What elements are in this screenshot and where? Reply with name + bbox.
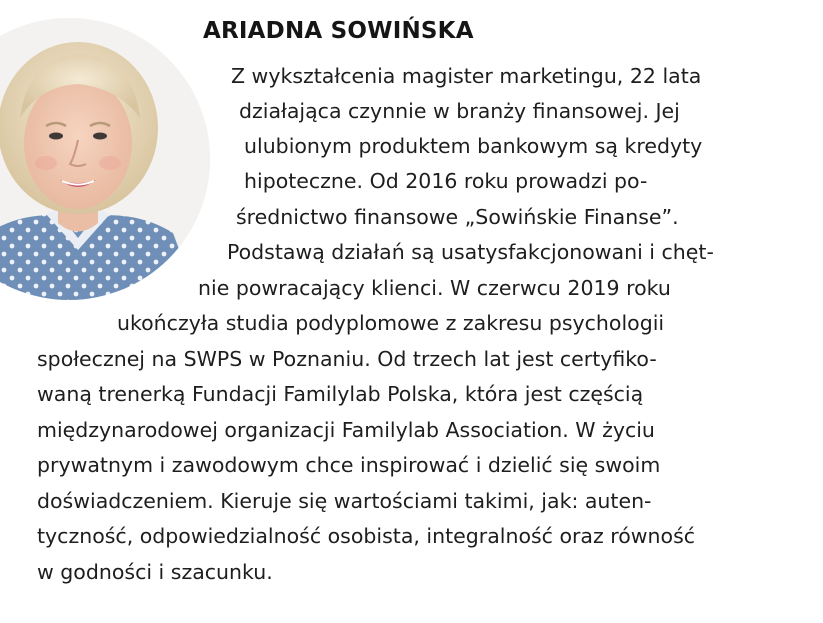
bio-line: hipoteczne. Od 2016 roku prowadzi po- — [244, 169, 648, 193]
bio-line: waną trenerką Fundacji Familylab Polska, która jest częścią — [37, 382, 644, 406]
bio-line: w godności i szacunku. — [37, 560, 273, 584]
bio-line: prywatnym i zawodowym chce inspirować i dzielić się swoim — [37, 453, 661, 477]
bio-line: Podstawą działań są usatysfakcjonowani i chęt- — [227, 240, 714, 264]
bio-line: ulubionym produktem bankowym są kredyty — [244, 134, 703, 158]
bio-line: nie powracający klienci. W czerwcu 2019 roku — [198, 276, 671, 300]
bio-line: społecznej na SWPS w Poznaniu. Od trzech lat jest certyfiko- — [37, 347, 657, 371]
bio-line: międzynarodowej organizacji Familylab Association. W życiu — [37, 418, 655, 442]
bio-line: tyczność, odpowiedzialność osobista, integralność oraz równość — [37, 524, 696, 548]
bio-line: doświadczeniem. Kieruje się wartościami takimi, jak: auten- — [37, 489, 652, 513]
bio-line: działająca czynnie w branży finansowej. Jej — [239, 99, 680, 123]
bio-line: średnictwo finansowe „Sowińskie Finanse”. — [236, 205, 679, 229]
bio-line: ukończyła studia podyplomowe z zakresu psychologii — [117, 311, 665, 335]
portrait-photo — [0, 18, 210, 300]
bio-line: Z wykształcenia magister marketingu, 22 lata — [231, 64, 702, 88]
person-name: ARIADNA SOWIŃSKA — [203, 18, 474, 44]
